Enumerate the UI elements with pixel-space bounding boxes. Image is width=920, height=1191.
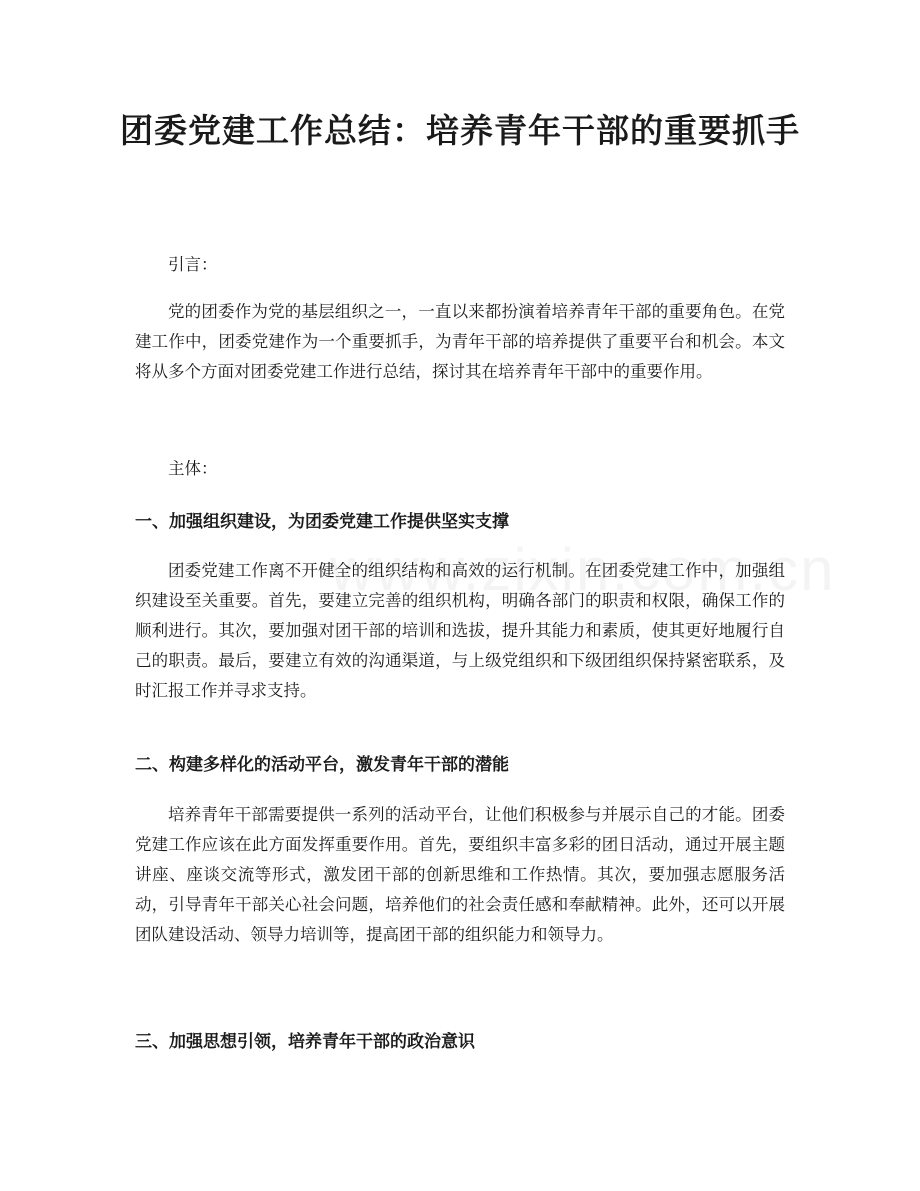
document-title: 团委党建工作总结：培养青年干部的重要抓手 bbox=[120, 111, 800, 150]
section-2-paragraph: 培养青年干部需要提供一系列的活动平台，让他们积极参与并展示自己的才能。团委党建工作应该在此方面发挥重要作用。首先，要组织丰富多彩的团日活动，通过开展主题讲座、座谈交流等形式，激发团干部的创新思维和工作热情。其次，要加强志愿服务活动，引导青年干部关心社会问题，培养他们的社会责任感和奉献精神。此外，还可以开展团队建设活动、领导力培训等，提高团干部的组织能力和领导力。 bbox=[135, 805, 785, 944]
section-1-paragraph: 团委党建工作离不开健全的组织结构和高效的运行机制。在团委党建工作中，加强组织建设至关重要。首先，要建立完善的组织机构，明确各部门的职责和权限，确保工作的顺利进行。其次，要加强对团干部的培训和选拔，提升其能力和素质，使其更好地履行自己的职责。最后，要建立有效的沟通渠道，与上级党组织和下级团组织保持紧密联系，及时汇报工作并寻求支持。 bbox=[135, 561, 785, 700]
section-2-heading: 二、构建多样化的活动平台，激发青年干部的潜能 bbox=[135, 755, 509, 775]
intro-paragraph: 党的团委作为党的基层组织之一，一直以来都扮演着培养青年干部的重要角色。在党建工作中，团委党建作为一个重要抓手，为青年干部的培养提供了重要平台和机会。本文将从多个方面对团委党建工作进行总结，探讨其在培养青年干部中的重要作用。 bbox=[135, 302, 785, 381]
body-label: 主体： bbox=[168, 459, 218, 478]
section-3-heading: 三、加强思想引领，培养青年干部的政治意识 bbox=[135, 1032, 475, 1052]
intro-label: 引言： bbox=[168, 255, 218, 274]
section-1-heading: 一、加强组织建设，为团委党建工作提供坚实支撑 bbox=[135, 512, 509, 532]
